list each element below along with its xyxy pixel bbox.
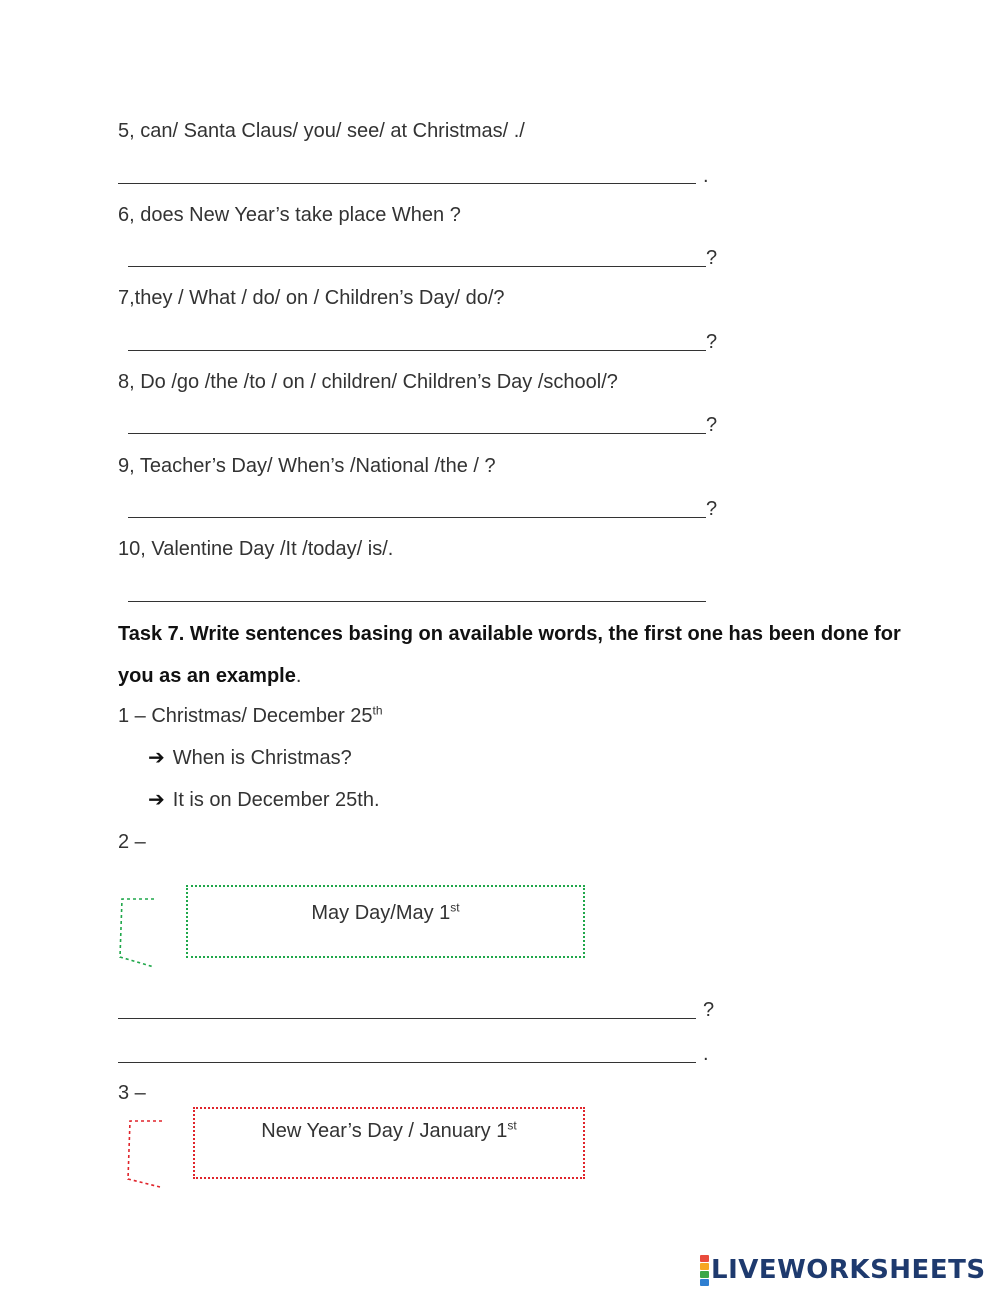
liveworksheets-logo [700,1254,986,1286]
item2-word-box [186,885,585,958]
exercise-9-prompt: 9, Teacher’s Day/ When’s /National /the / ? [118,455,496,477]
example-answer-1 [148,746,352,770]
task7-heading-line2-text: you as an example [118,665,296,687]
example-answer-2 [148,788,380,812]
exercise-7-end-mark: ? [706,331,718,353]
task7-heading-line2 [118,664,301,688]
logo-text: LIVEWORKSHEETS [711,1255,986,1285]
logo-block-l [700,1255,709,1262]
exercise-5-prompt: 5, can/ Santa Claus/ you/ see/ at Christmas/ ./ [118,120,525,142]
item3-callout-pointer [124,1115,168,1195]
example-answer-2-text: It is on December 25th. [172,789,380,811]
task7-heading-line1: Task 7. Write sentences basing on available words, the first one has been done for [118,623,901,645]
exercise-10-prompt: 10, Valentine Day /It /today/ is/. [118,538,394,560]
arrow-right-icon: ➔ [148,789,165,811]
item2-box-text [188,901,583,925]
example-prompt-sup: th [372,703,383,718]
item3-box-sup: st [507,1118,517,1133]
exercise-5-answer-blank[interactable] [118,183,696,184]
exercise-6-answer-blank[interactable] [128,266,706,267]
item2-question-mark: ? [703,999,715,1021]
exercise-7-answer-blank[interactable] [128,350,706,351]
item2-answer-blank[interactable] [118,1062,696,1063]
arrow-right-icon: ➔ [148,747,165,769]
task7-item2-label: 2 – [118,831,146,853]
exercise-8-answer-blank[interactable] [128,433,706,434]
logo-blocks-icon [700,1255,709,1286]
logo-block-e [700,1279,709,1286]
item2-answer-period: . [703,1043,709,1065]
task7-item3-label: 3 – [118,1082,146,1104]
item2-callout-pointer [116,893,160,973]
example-prompt-text: 1 – Christmas/ December 25 [118,705,373,727]
exercise-7-prompt: 7,they / What / do/ on / Children’s Day/ do/? [118,287,505,309]
item3-word-box [193,1107,585,1179]
logo-block-i [700,1263,709,1270]
item2-box-main: May Day/May 1 [311,902,451,924]
exercise-8-end-mark: ? [706,414,718,436]
item2-box-sup: st [450,900,460,915]
exercise-10-answer-blank[interactable] [128,601,706,602]
item3-box-text [195,1119,583,1143]
example-answer-1-text: When is Christmas? [172,747,352,769]
exercise-5-end-mark: . [703,165,709,187]
exercise-9-end-mark: ? [706,498,718,520]
exercise-8-prompt: 8, Do /go /the /to / on / children/ Children’s Day /school/? [118,371,618,393]
item3-box-main: New Year’s Day / January 1 [261,1120,508,1142]
logo-block-v [700,1271,709,1278]
exercise-9-answer-blank[interactable] [128,517,706,518]
exercise-6-prompt: 6, does New Year’s take place When ? [118,204,461,226]
exercise-6-end-mark: ? [706,247,718,269]
item2-question-blank[interactable] [118,1018,696,1019]
task7-example-prompt [118,704,383,728]
task7-heading-period: . [295,665,302,687]
